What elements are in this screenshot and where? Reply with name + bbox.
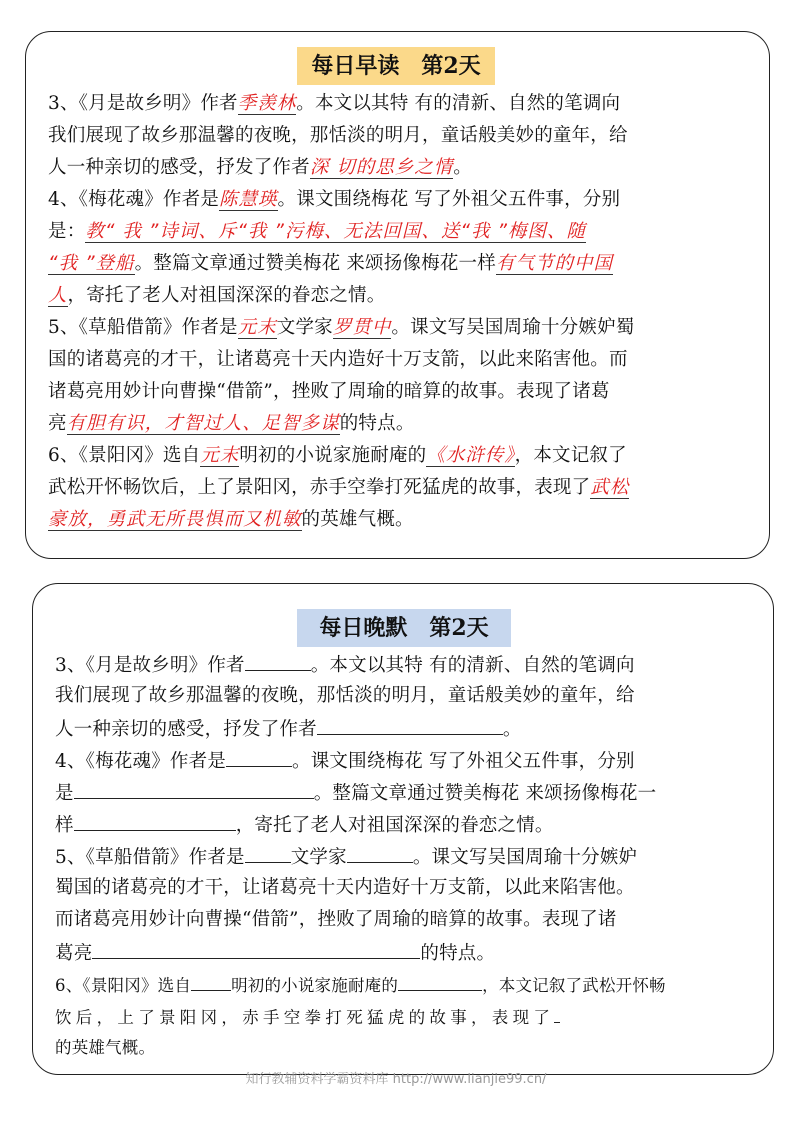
text: 的特点。 bbox=[339, 413, 415, 434]
text: 饮后，上了景阳冈，赤手空拳打死猛虎的故事，表现了 bbox=[55, 1008, 555, 1027]
morning-reading-card bbox=[25, 31, 770, 559]
text: 葛亮 bbox=[55, 943, 93, 964]
text: 4、《梅花魂》作者是 bbox=[48, 189, 220, 210]
evening-p5-line3: 而诸葛亮用妙计向曹操“借箭”，挫败了周瑜的暗算的故事。表现了诸 bbox=[55, 909, 617, 930]
text: 文学家 bbox=[276, 317, 333, 338]
answer-author: 陈慧瑛 bbox=[219, 189, 278, 210]
morning-p5-line1 bbox=[48, 312, 747, 344]
morning-p3-line3 bbox=[48, 152, 747, 184]
morning-p4-line1 bbox=[48, 184, 747, 216]
answer-spirit: 武松 bbox=[590, 477, 630, 498]
answer-praise-cont: 人 bbox=[48, 285, 68, 306]
answer-traits: 有胆有识，才智过人、足智多谋 bbox=[66, 413, 340, 434]
text: 人一种亲切的感受，抒发了作者 bbox=[55, 719, 317, 740]
text: 的英雄气概。 bbox=[301, 509, 414, 530]
text: 5、《草船借箭》作者是 bbox=[55, 847, 245, 868]
text: 3、《月是故乡明》作者 bbox=[48, 93, 238, 114]
morning-title: 每日早读 第2天 bbox=[297, 47, 495, 85]
text: 是： bbox=[48, 221, 86, 242]
text: 。本文以其特 有的清新、自然的笔调向 bbox=[296, 93, 621, 114]
answer-era: 元末 bbox=[237, 317, 277, 338]
answer-blank[interactable] bbox=[74, 808, 236, 831]
evening-p5-line1 bbox=[55, 840, 751, 872]
morning-p5-line3: 诸葛亮用妙计向曹操“借箭”，挫败了周瑜的暗算的故事。表现了诸葛 bbox=[48, 381, 610, 402]
text: ，寄托了老人对祖国深深的眷恋之情。 bbox=[67, 285, 386, 306]
evening-body bbox=[55, 648, 751, 1064]
morning-p4-line2 bbox=[48, 216, 747, 248]
evening-dictation-card bbox=[32, 583, 774, 1075]
text: 明初的小说家施耐庵的 bbox=[231, 976, 399, 995]
morning-p3-line2: 我们展现了故乡那温馨的夜晚，那恬淡的明月，童话般美妙的童年，给 bbox=[48, 125, 628, 146]
answer-era: 元末 bbox=[200, 445, 240, 466]
text: 。整篇文章通过赞美梅花 来颂扬像梅花一 bbox=[313, 783, 657, 804]
answer-blank[interactable] bbox=[226, 744, 292, 767]
evening-p6-line1 bbox=[55, 968, 751, 1000]
text: 样 bbox=[55, 815, 74, 836]
text: 。课文写吴国周瑜十分嫉妒 bbox=[412, 847, 638, 868]
text: 3、《月是故乡明》作者 bbox=[55, 655, 245, 676]
morning-p4-line4 bbox=[48, 280, 747, 312]
evening-p4-line3 bbox=[55, 808, 751, 840]
answer-blank[interactable] bbox=[317, 712, 503, 735]
answer-blank[interactable] bbox=[398, 968, 482, 991]
answer-spirit-cont: 豪放，勇武无所畏惧而又机敏 bbox=[48, 509, 302, 530]
text: 的特点。 bbox=[420, 943, 496, 964]
evening-p6-line2 bbox=[55, 1000, 751, 1032]
answer-praise: 有气节的中国 bbox=[495, 253, 613, 274]
morning-p6-line2 bbox=[48, 472, 747, 504]
answer-book: 《水浒传》 bbox=[426, 445, 515, 466]
evening-p3-line2: 我们展现了故乡那温馨的夜晚，那恬淡的明月，童话般美妙的童年，给 bbox=[55, 685, 635, 706]
answer-five-events-cont: “我 ”登船 bbox=[48, 253, 135, 274]
text: ，本文记叙了 bbox=[514, 445, 627, 466]
answer-author: 罗贯中 bbox=[332, 317, 392, 338]
morning-p3-line1 bbox=[48, 88, 747, 120]
morning-p6-line3 bbox=[48, 504, 747, 536]
answer-blank[interactable] bbox=[191, 968, 231, 991]
text: 。课文写吴国周瑜十分嫉妒蜀 bbox=[391, 317, 635, 338]
evening-p4-line2 bbox=[55, 776, 751, 808]
text: 是 bbox=[55, 783, 74, 804]
morning-body bbox=[48, 88, 747, 536]
text: 。课文围绕梅花 写了外祖父五件事，分别 bbox=[292, 751, 635, 772]
evening-p5-line4 bbox=[55, 936, 751, 968]
text: 。 bbox=[453, 157, 472, 178]
text: 5、《草船借箭》作者是 bbox=[48, 317, 238, 338]
answer-blank[interactable] bbox=[347, 840, 413, 863]
morning-p4-line3 bbox=[48, 248, 747, 280]
evening-p3-line1 bbox=[55, 648, 751, 680]
text: 文学家 bbox=[290, 847, 347, 868]
text: 6、《景阳冈》选自 bbox=[48, 445, 201, 466]
answer-five-events: 教“ 我 ”诗词、斥“我 ”污梅、无法回国、送“我 ”梅图、随 bbox=[85, 221, 586, 242]
morning-p5-line4 bbox=[48, 408, 747, 440]
morning-p6-line1 bbox=[48, 440, 747, 472]
text: 亮 bbox=[48, 413, 67, 434]
evening-p5-line2: 蜀国的诸葛亮的才干，让诸葛亮十天内造好十万支箭，以此来陷害他。 bbox=[55, 877, 635, 898]
text: 。整篇文章通过赞美梅花 来颂扬像梅花一样 bbox=[134, 253, 496, 274]
answer-author: 季羡林 bbox=[237, 93, 297, 114]
answer-blank[interactable] bbox=[92, 936, 420, 959]
text: 6、《景阳冈》选自 bbox=[55, 976, 192, 995]
text: 武松开怀畅饮后，上了景阳冈，赤手空拳打死猛虎的故事，表现了 bbox=[48, 477, 591, 498]
answer-blank[interactable] bbox=[74, 776, 314, 799]
answer-blank[interactable] bbox=[554, 1000, 560, 1023]
text: 。课文围绕梅花 写了外祖父五件事，分别 bbox=[277, 189, 621, 210]
answer-emotion: 深 切的思乡之情 bbox=[309, 157, 454, 178]
evening-title: 每日晚默 第2天 bbox=[297, 609, 511, 647]
text: 人一种亲切的感受，抒发了作者 bbox=[48, 157, 310, 178]
text: 明初的小说家施耐庵的 bbox=[239, 445, 427, 466]
answer-blank[interactable] bbox=[245, 840, 291, 863]
text: 。 bbox=[502, 719, 522, 740]
answer-blank[interactable] bbox=[245, 648, 311, 671]
text: 。本文以其特 有的清新、自然的笔调向 bbox=[310, 655, 635, 676]
footer-watermark: 知行教辅资料学霸资料库 http://www.lianjie99.cn/ bbox=[245, 1072, 547, 1087]
text: ，寄托了老人对祖国深深的眷恋之情。 bbox=[235, 815, 554, 836]
text: 4、《梅花魂》作者是 bbox=[55, 751, 227, 772]
evening-p3-line3 bbox=[55, 712, 751, 744]
text: ，本文记叙了武松开怀畅 bbox=[482, 976, 666, 995]
evening-p4-line1 bbox=[55, 744, 751, 776]
evening-p6-line3: 的英雄气概。 bbox=[55, 1038, 156, 1057]
morning-p5-line2: 国的诸葛亮的才干，让诸葛亮十天内造好十万支箭，以此来陷害他。而 bbox=[48, 349, 628, 370]
